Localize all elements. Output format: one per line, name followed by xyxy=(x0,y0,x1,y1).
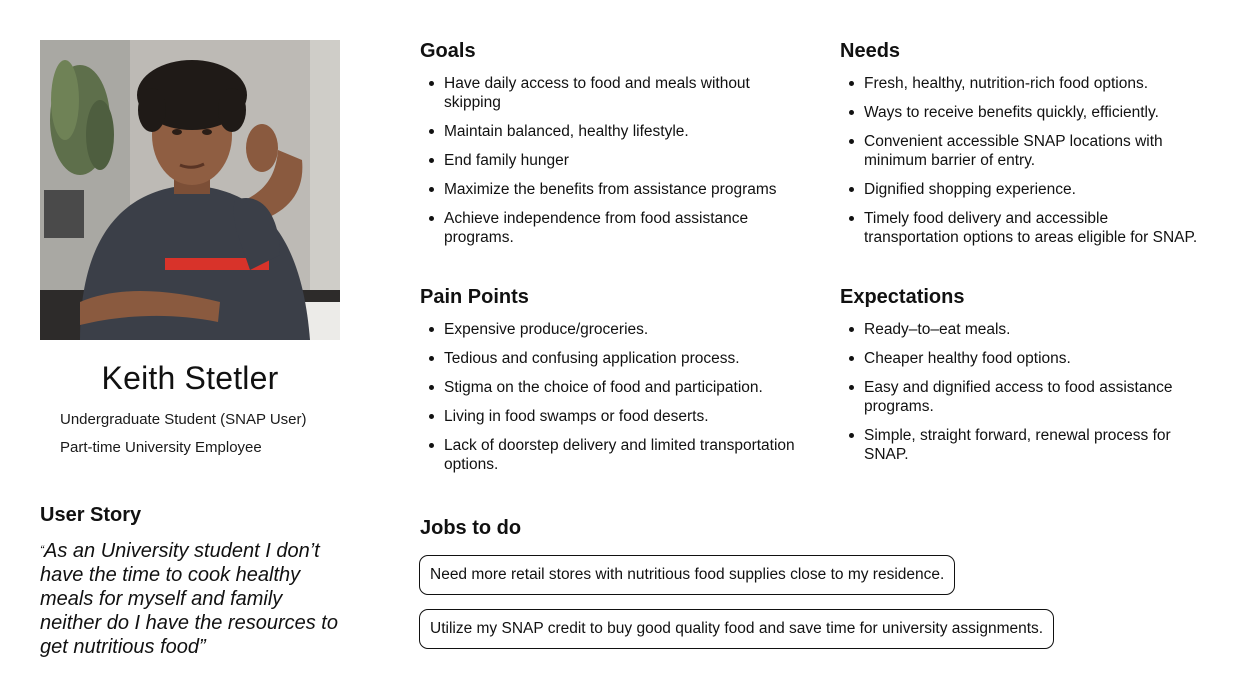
portrait-illustration xyxy=(40,40,340,340)
user-story-heading: User Story xyxy=(40,504,142,526)
goals-heading: Goals xyxy=(420,40,476,62)
needs-heading: Needs xyxy=(840,40,901,62)
need-item: Dignified shopping experience. xyxy=(840,180,1200,199)
goal-item: Achieve independence from food assistance programs. xyxy=(420,209,805,247)
expectations-heading: Expectations xyxy=(840,286,965,308)
expectation-item: Cheaper healthy food options. xyxy=(840,349,1200,368)
user-story-text: As an University student I don’t have the time to cook healthy meals for myself and family neither do I have the resources to get nutritious food” xyxy=(40,540,338,658)
pain-points-heading: Pain Points xyxy=(420,286,529,308)
pain-point-item: Lack of doorstep delivery and limited transportation options. xyxy=(420,436,805,474)
expectation-item: Easy and dignified access to food assistance programs. xyxy=(840,378,1200,416)
expectations-list xyxy=(840,320,1200,474)
goal-item: Have daily access to food and meals without skipping xyxy=(420,74,805,112)
pain-point-item: Expensive produce/groceries. xyxy=(420,320,805,339)
persona-name: Keith Stetler xyxy=(101,360,279,396)
profile-photo xyxy=(40,40,340,340)
goal-item: Maintain balanced, healthy lifestyle. xyxy=(420,122,805,141)
need-item: Timely food delivery and accessible transportation options to areas eligible for SNAP. xyxy=(840,209,1200,247)
pain-points-list xyxy=(420,320,805,484)
pain-point-item: Living in food swamps or food deserts. xyxy=(420,407,805,426)
persona-role-primary: Undergraduate Student (SNAP User) xyxy=(60,411,307,428)
need-item: Fresh, healthy, nutrition-rich food options. xyxy=(840,74,1200,93)
goal-item: End family hunger xyxy=(420,151,805,170)
open-quote-mark: “ xyxy=(40,543,44,557)
user-story-quote xyxy=(40,538,340,659)
need-item: Ways to receive benefits quickly, efficiently. xyxy=(840,103,1200,122)
need-item: Convenient accessible SNAP locations with minimum barrier of entry. xyxy=(840,132,1200,170)
expectation-item: Simple, straight forward, renewal process for SNAP. xyxy=(840,426,1200,464)
goal-item: Maximize the benefits from assistance programs xyxy=(420,180,805,199)
expectation-item: Ready–to–eat meals. xyxy=(840,320,1200,339)
needs-list xyxy=(840,74,1200,257)
job-card: Need more retail stores with nutritious food supplies close to my residence. xyxy=(419,555,955,595)
pain-point-item: Stigma on the choice of food and participation. xyxy=(420,378,805,397)
persona-role-secondary: Part-time University Employee xyxy=(60,439,262,456)
pain-point-item: Tedious and confusing application process. xyxy=(420,349,805,368)
goals-list xyxy=(420,74,805,257)
jobs-heading: Jobs to do xyxy=(420,517,522,539)
job-card: Utilize my SNAP credit to buy good quality food and save time for university assignments. xyxy=(419,609,1054,649)
